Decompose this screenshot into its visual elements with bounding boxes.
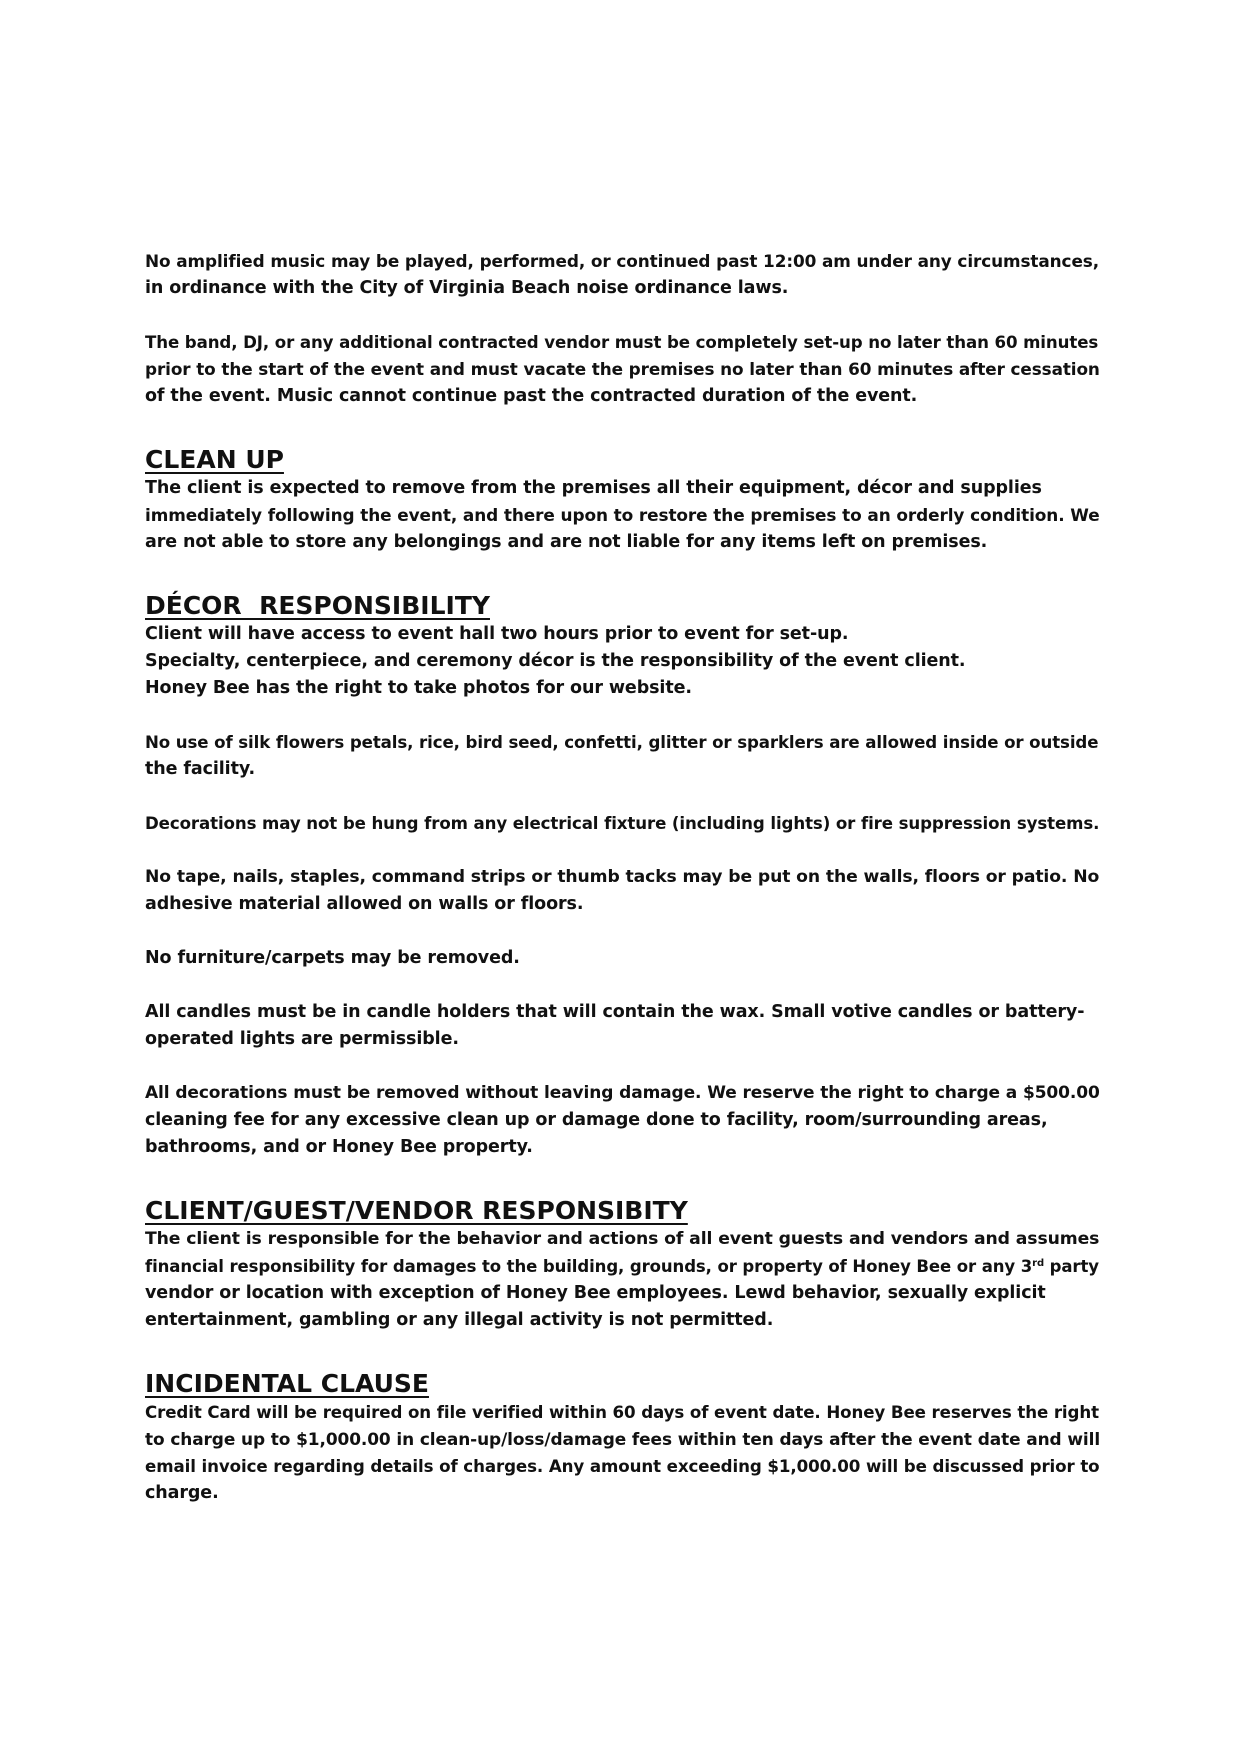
text-line: charge.: [145, 1483, 219, 1503]
client-guest-vendor-heading: CLIENT/GUEST/VENDOR RESPONSIBITY: [145, 1196, 688, 1225]
text-line: No furniture/carpets may be removed.: [145, 948, 520, 968]
decoration-removal-paragraph: [145, 1080, 1105, 1161]
ordinal-superscript: rd: [1032, 1258, 1045, 1269]
incidental-clause-heading: INCIDENTAL CLAUSE: [145, 1369, 429, 1398]
text-line: entertainment, gambling or any illegal activity is not permitted.: [145, 1310, 774, 1330]
text-fragment: financial responsibility for damages to the building, grounds, or property of Honey Bee or any 3: [145, 1257, 1033, 1276]
text-line: operated lights are permissible.: [145, 1029, 459, 1049]
text-line: Client will have access to event hall two hours prior to event for set-up.: [145, 624, 849, 644]
text-line: of the event. Music cannot continue past the contracted duration of the event.: [145, 386, 918, 406]
text-line: Credit Card will be required on file verified within 60 days of event date. Honey Bee reserves the right: [145, 1403, 1099, 1422]
text-line: vendor or location with exception of Honey Bee employees. Lewd behavior, sexually explicit: [145, 1283, 1046, 1303]
text-line: The client is responsible for the behavior and actions of all event guests and vendors and assumes: [145, 1229, 1100, 1249]
text-line: email invoice regarding details of charges. Any amount exceeding $1,000.00 will be discussed prior to: [145, 1457, 1100, 1476]
text-line: No use of silk flowers petals, rice, bird seed, confetti, glitter or sparklers are allowed inside or outside: [145, 733, 1099, 752]
clean-up-heading: CLEAN UP: [145, 445, 284, 474]
text-line: Honey Bee has the right to take photos for our website.: [145, 678, 692, 698]
prohibited-items-paragraph: [145, 729, 1105, 783]
text-line: in ordinance with the City of Virginia Beach noise ordinance laws.: [145, 278, 789, 298]
decor-responsibility-heading: DÉCOR RESPONSIBILITY: [145, 591, 490, 620]
text-line: cleaning fee for any excessive clean up or damage done to facility, room/surrounding areas,: [145, 1110, 1048, 1130]
furniture-paragraph: [145, 945, 1105, 972]
text-fragment: party: [1044, 1257, 1099, 1276]
text-line: The client is expected to remove from the premises all their equipment, décor and supplies: [145, 478, 1042, 498]
music-curfew-paragraph: [145, 248, 1105, 302]
adhesives-paragraph: [145, 864, 1105, 918]
text-line: adhesive material allowed on walls or floors.: [145, 894, 584, 914]
text-line: No tape, nails, staples, command strips or thumb tacks may be put on the walls, floors or patio. No: [145, 867, 1100, 887]
text-line: The band, DJ, or any additional contracted vendor must be completely set-up no later than 60 minutes: [145, 333, 1099, 352]
text-line: All candles must be in candle holders that will contain the wax. Small votive candles or battery-: [145, 1002, 1085, 1022]
text-line: prior to the start of the event and must vacate the premises no later than 60 minutes after cessation: [145, 359, 1100, 379]
text-line: the facility.: [145, 759, 256, 779]
decor-intro-paragraph: [145, 621, 1105, 702]
incidental-clause-paragraph: [145, 1399, 1105, 1507]
text-line: [145, 1253, 1105, 1280]
text-line: Specialty, centerpiece, and ceremony décor is the responsibility of the event client.: [145, 651, 966, 671]
vendor-setup-paragraph: [145, 329, 1105, 410]
text-line: Decorations may not be hung from any electrical fixture (including lights) or fire suppression systems.: [145, 814, 1100, 833]
candles-paragraph: [145, 999, 1105, 1053]
clean-up-paragraph: [145, 475, 1105, 556]
hanging-decorations-paragraph: [145, 810, 1105, 837]
text-line: are not able to store any belongings and are not liable for any items left on premises.: [145, 532, 988, 552]
text-line: immediately following the event, and there upon to restore the premises to an orderly condition. We: [145, 505, 1100, 525]
text-line: bathrooms, and or Honey Bee property.: [145, 1137, 533, 1157]
text-line: to charge up to $1,000.00 in clean-up/loss/damage fees within ten days after the event date and will: [145, 1429, 1101, 1449]
document-page: [145, 248, 1105, 1507]
text-line: No amplified music may be played, performed, or continued past 12:00 am under any circumstances,: [145, 251, 1100, 271]
text-line: All decorations must be removed without leaving damage. We reserve the right to charge a $500.00: [145, 1083, 1100, 1103]
client-guest-vendor-paragraph: [145, 1226, 1105, 1334]
